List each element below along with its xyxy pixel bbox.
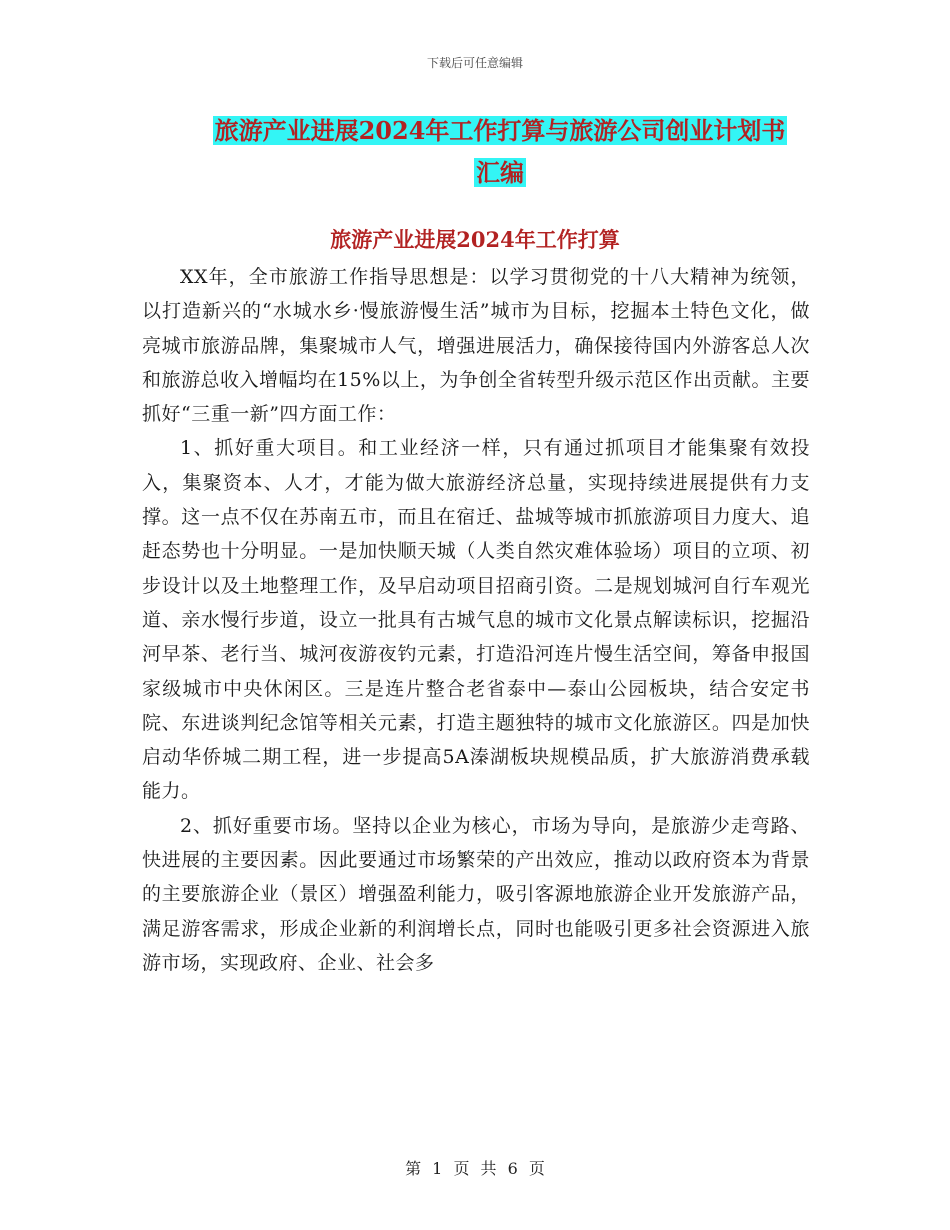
paragraph-item-1: 1、抓好重大项目。和工业经济一样，只有通过抓项目才能集聚有效投入，集聚资本、人才，才能为做大旅游经济总量，实现持续进展提供有力支撑。这一点不仅在苏南五市，而且在宿迁、盐城等城市抓旅游项目力度大、追赶态势也十分明显。一是加快顺天城（人类自然灾难体验场）项目的立项、初步设计以及土地整理工作，及早启动项目招商引资。二是规划城河自行车观光道、亲水慢行步道，设立一批具有古城气息的城市文化景点解读标识，挖掘沿河早茶、老行当、城河夜游夜钓元素，打造沿河连片慢生活空间，筹备申报国家级城市中央休闲区。三是连片整合老省泰中—泰山公园板块，结合安定书院、东进谈判纪念馆等相关元素，打造主题独特的城市文化旅游区。四是加快启动华侨城二期工程，进一步提高5A溱湖板块规模品质，扩大旅游消费承载能力。 xyxy=(142,437,810,803)
document-title xyxy=(170,110,830,194)
paragraph-item-2: 2、抓好重要市场。坚持以企业为核心，市场为导向，是旅游少走弯路、快进展的主要因素。因此要通过市场繁荣的产出效应，推动以政府资本为背景的主要旅游企业（景区）增强盈利能力，吸引客源地旅游企业开发旅游产品，满足游客需求，形成企业新的利润增长点，同时也能吸引更多社会资源进入旅游市场，实现政府、企业、社会多 xyxy=(142,814,810,974)
document-title-line-2: 汇编 xyxy=(476,158,524,187)
section-title: 旅游产业进展2024年工作打算 xyxy=(330,227,620,252)
document-body xyxy=(142,260,810,980)
page-header-note: 下载后可任意编辑 xyxy=(426,56,523,70)
document-title-line-1: 旅游产业进展2024年工作打算与旅游公司创业计划书 xyxy=(214,116,786,145)
page-footer: 第 1 页 共 6 页 xyxy=(405,1159,545,1178)
paragraph-intro: XX年，全市旅游工作指导思想是：以学习贯彻党的十八大精神为统领，以打造新兴的“水城水乡·慢旅游慢生活”城市为目标，挖掘本土特色文化，做亮城市旅游品牌，集聚城市人气，增强进展活力，确保接待国内外游客总人次和旅游总收入增幅均在15%以上，为争创全省转型升级示范区作出贡献。主要抓好“三重一新”四方面工作： xyxy=(142,266,810,426)
